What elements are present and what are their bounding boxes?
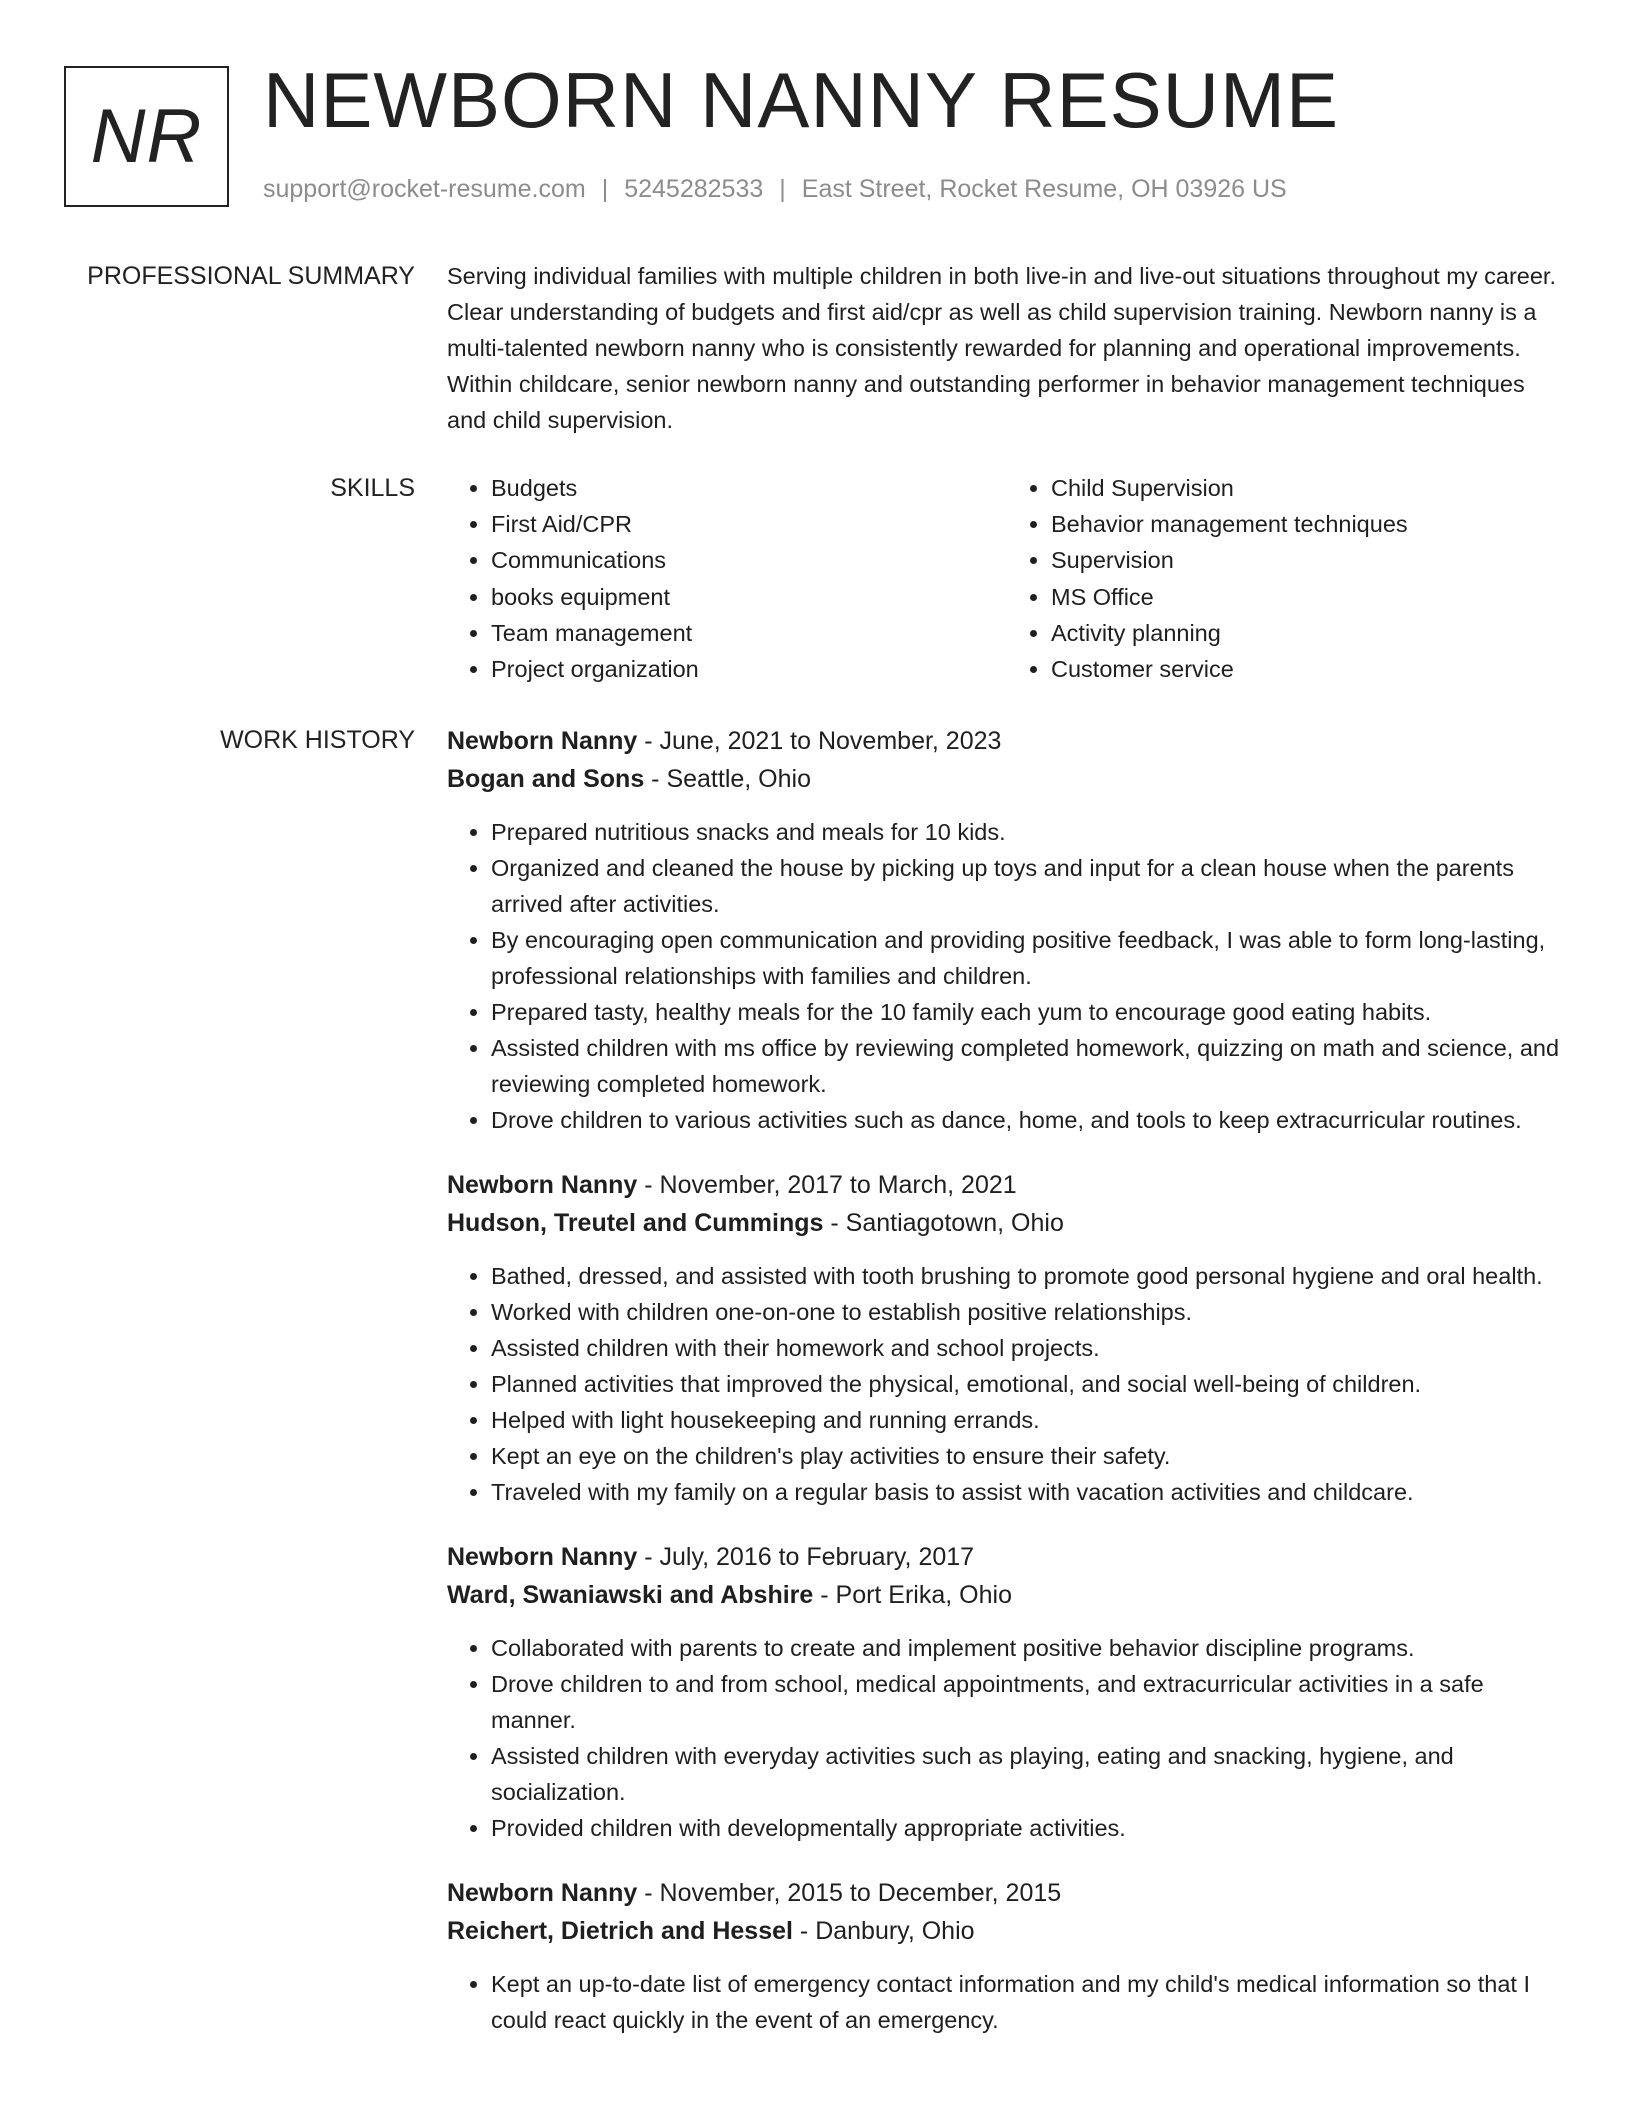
job-duty: • Prepared tasty, healthy meals for the 10 family each yum to encourage good eating habits. <box>491 994 1567 1030</box>
job-duty: • Planned activities that improved the physical, emotional, and social well-being of children. <box>491 1366 1567 1402</box>
resume-title: NEWBORN NANNY RESUME <box>263 56 1340 144</box>
job-title-line: Newborn Nanny - November, 2015 to December, 2015 <box>447 1879 1062 1907</box>
job-duty: • Worked with children one-on-one to establish positive relationships. <box>491 1294 1567 1330</box>
job-company-line: Ward, Swaniawski and Abshire - Port Erika, Ohio <box>447 1581 1012 1609</box>
skill-item: • books equipment <box>491 579 1007 615</box>
job-title: Newborn Nanny <box>447 1543 638 1571</box>
job-duty: • Organized and cleaned the house by picking up toys and input for a clean house when the parents arrived after activities. <box>491 850 1567 922</box>
job-company: Ward, Swaniawski and Abshire <box>447 1581 814 1609</box>
job-entry <box>447 722 1567 1138</box>
job-duties-list <box>447 1966 1567 2038</box>
job-entry <box>447 1166 1567 1510</box>
skill-item: • Communications <box>491 542 1007 578</box>
job-location: Port Erika, Ohio <box>835 1581 1012 1609</box>
job-duties-list <box>447 814 1567 1138</box>
skill-item: • Child Supervision <box>1051 470 1567 506</box>
skill-item: • Team management <box>491 615 1007 651</box>
job-title: Newborn Nanny <box>447 727 638 755</box>
job-title-line: Newborn Nanny - November, 2017 to March, 2021 <box>447 1171 1017 1199</box>
job-dates: November, 2015 to December, 2015 <box>659 1879 1062 1907</box>
monogram-logo: NR <box>64 66 229 207</box>
job-company: Hudson, Treutel and Cummings <box>447 1209 824 1237</box>
job-duties-list <box>447 1258 1567 1510</box>
job-company-line: Reichert, Dietrich and Hessel - Danbury, Ohio <box>447 1917 975 1945</box>
job-title-line: Newborn Nanny - July, 2016 to February, 2017 <box>447 1543 975 1571</box>
job-duty: • Prepared nutritious snacks and meals for 10 kids. <box>491 814 1567 850</box>
job-duty: • Kept an up-to-date list of emergency contact information and my child's medical information so that I could react quickly in the event of an emergency. <box>491 1966 1567 2038</box>
job-duties-list <box>447 1630 1567 1846</box>
job-title: Newborn Nanny <box>447 1879 638 1907</box>
job-dates: July, 2016 to February, 2017 <box>659 1543 975 1571</box>
contact-address: East Street, Rocket Resume, OH 03926 US <box>801 175 1287 203</box>
contact-separator: | <box>601 175 609 203</box>
skill-item: • Behavior management techniques <box>1051 506 1567 542</box>
job-duty: • Bathed, dressed, and assisted with tooth brushing to promote good personal hygiene and oral health. <box>491 1258 1567 1294</box>
job-location: Danbury, Ohio <box>815 1917 975 1945</box>
job-title: Newborn Nanny <box>447 1171 638 1199</box>
job-company: Reichert, Dietrich and Hessel <box>447 1917 793 1945</box>
job-duty: • Traveled with my family on a regular basis to assist with vacation activities and childcare. <box>491 1474 1567 1510</box>
job-dates: June, 2021 to November, 2023 <box>659 727 1002 755</box>
job-duty: • Provided children with developmentally appropriate activities. <box>491 1810 1567 1846</box>
job-duty: • Drove children to and from school, medical appointments, and extracurricular activities in a safe manner. <box>491 1666 1567 1738</box>
job-entry <box>447 1874 1567 2038</box>
skills-heading: SKILLS <box>330 474 415 502</box>
skill-item: • First Aid/CPR <box>491 506 1007 542</box>
skill-item: • Supervision <box>1051 542 1567 578</box>
job-duty: • Kept an eye on the children's play activities to ensure their safety. <box>491 1438 1567 1474</box>
job-company-line: Hudson, Treutel and Cummings - Santiagotown, Ohio <box>447 1209 1064 1237</box>
job-duty: • Assisted children with their homework and school projects. <box>491 1330 1567 1366</box>
job-duty: • Collaborated with parents to create and implement positive behavior discipline programs. <box>491 1630 1567 1666</box>
skills-list-right <box>1007 470 1567 687</box>
job-entry <box>447 1538 1567 1846</box>
job-location: Santiagotown, Ohio <box>845 1209 1064 1237</box>
contact-phone: 5245282533 <box>624 175 764 203</box>
skill-item: • Customer service <box>1051 651 1567 687</box>
job-duty: • Helped with light housekeeping and running errands. <box>491 1402 1567 1438</box>
summary-text: Serving individual families with multiple children in both live-in and live-out situations throughout my career. Clear understanding of budgets and first aid/cpr as well as child supervision training. Newborn nanny is a multi-talented newborn nanny who is consistently rewarded for planning and operational improvements. Within childcare, senior newborn nanny and outstanding performer in behavior management techniques and child supervision. <box>447 263 1556 433</box>
contact-separator: | <box>779 175 786 203</box>
summary-heading: PROFESSIONAL SUMMARY <box>87 262 415 290</box>
skills-list-left <box>447 470 1007 687</box>
job-duty: • Assisted children with ms office by reviewing completed homework, quizzing on math and science, and reviewing completed homework. <box>491 1030 1567 1102</box>
job-dates: November, 2017 to March, 2021 <box>659 1171 1017 1199</box>
job-duty: • Drove children to various activities such as dance, home, and tools to keep extracurricular routines. <box>491 1102 1567 1138</box>
job-location: Seattle, Ohio <box>666 765 811 793</box>
skill-item: • Project organization <box>491 651 1007 687</box>
job-duty: • By encouraging open communication and providing positive feedback, I was able to form long-lasting, professional relationships with families and children. <box>491 922 1567 994</box>
contact-line <box>263 175 1287 204</box>
skill-item: • Activity planning <box>1051 615 1567 651</box>
job-duty: • Assisted children with everyday activities such as playing, eating and snacking, hygiene, and socialization. <box>491 1738 1567 1810</box>
job-company: Bogan and Sons <box>447 765 645 793</box>
contact-email[interactable]: support@rocket-resume.com <box>263 175 586 203</box>
job-title-line: Newborn Nanny - June, 2021 to November, 2023 <box>447 727 1002 755</box>
job-company-line: Bogan and Sons - Seattle, Ohio <box>447 765 811 793</box>
work-history-list <box>447 722 1567 2066</box>
skill-item: • Budgets <box>491 470 1007 506</box>
skill-item: • MS Office <box>1051 579 1567 615</box>
work-history-heading: WORK HISTORY <box>220 726 415 754</box>
